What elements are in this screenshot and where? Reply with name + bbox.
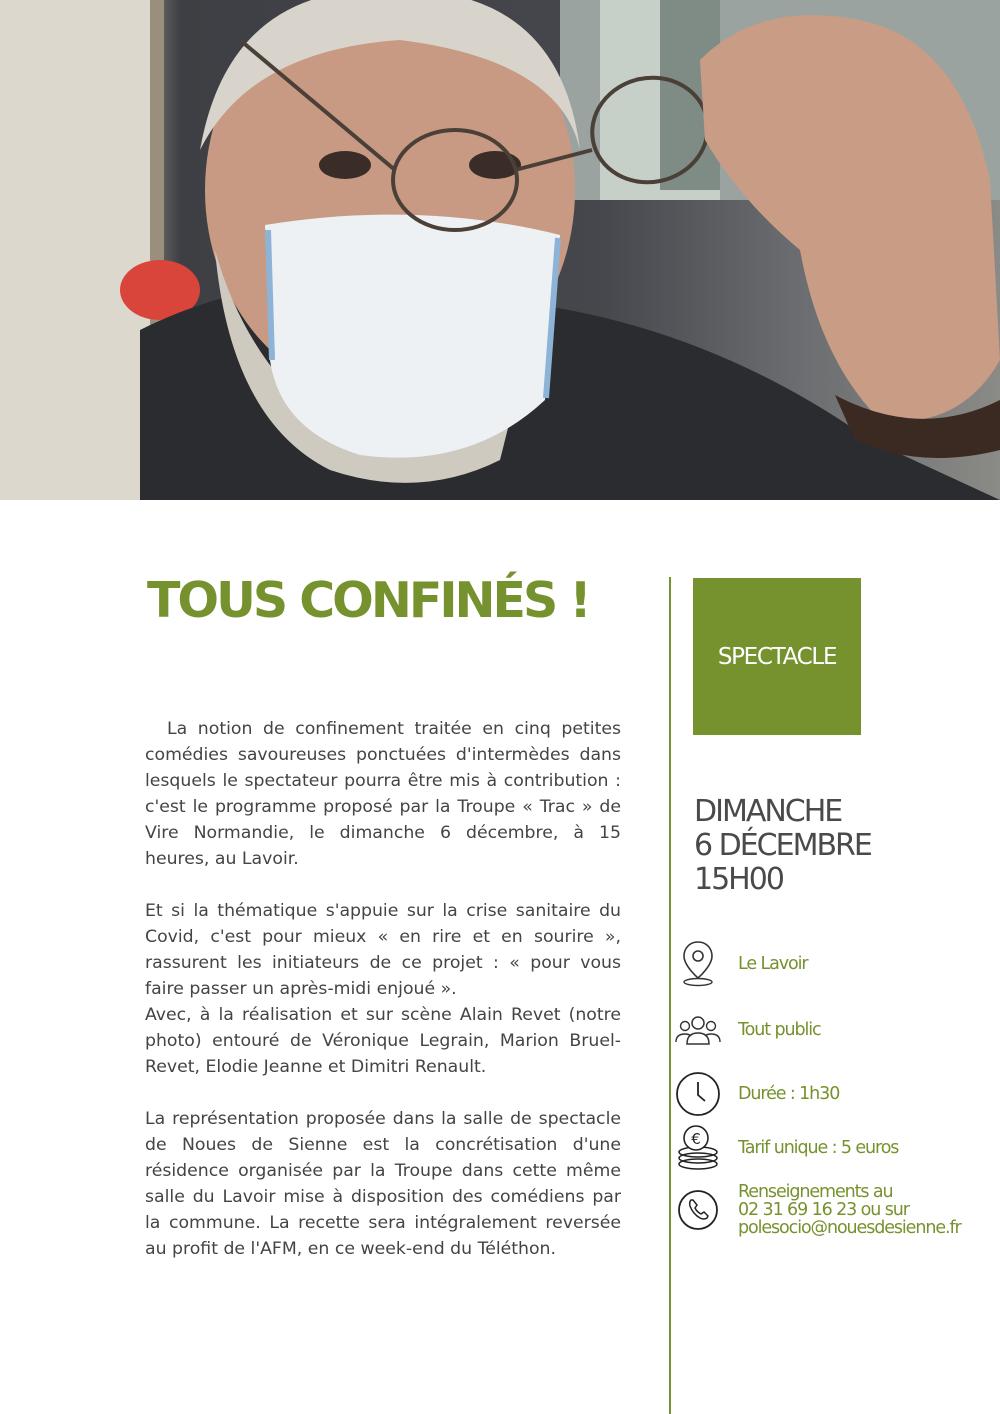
contact-line-1: Renseignements au (738, 1182, 893, 1202)
clock-icon (674, 1070, 722, 1118)
contact-text (738, 1183, 961, 1237)
location-text: Le Lavoir (738, 954, 808, 974)
audience-text: Tout public (738, 1020, 821, 1040)
vertical-divider (669, 577, 671, 1414)
duration-text: Durée : 1h30 (738, 1084, 840, 1104)
event-date (694, 795, 871, 897)
category-label: SPECTACLE (717, 643, 837, 670)
header-photo (0, 0, 1000, 500)
paragraph-3: Avec, à la réalisation et sur scène Alain Revet (notre photo) entouré de Véronique Legrain, Marion Bruel-Revet, Elodie Jeanne et Dimitri Renault. (145, 1005, 621, 1077)
info-audience (674, 1006, 821, 1054)
price-text: Tarif unique : 5 euros (738, 1138, 899, 1158)
euro-coins-icon (674, 1124, 722, 1172)
category-badge (693, 578, 861, 735)
phone-icon (674, 1186, 722, 1234)
page-title: TOUS CONFINÉS ! (147, 572, 589, 629)
event-day: DIMANCHE (694, 794, 842, 829)
svg-text:€: € (691, 1130, 701, 1148)
group-people-icon (674, 1006, 722, 1054)
contact-phone: 02 31 69 16 23 ou sur (738, 1200, 909, 1220)
event-date-text: 6 DÉCEMBRE (694, 828, 871, 863)
info-price (674, 1124, 898, 1172)
location-pin-icon (674, 940, 722, 988)
paragraph-4: La représentation proposée dans la salle de spectacle de Noues de Sienne est la concrétisation d'une résidence organisée par la Troupe dans cette même salle du Lavoir mise à disposition des comédiens par la commune. La recette sera intégralement reversée au profit de l'AFM, en ce week-end du Téléthon. (145, 1109, 621, 1259)
article-body (145, 716, 621, 1288)
info-contact (674, 1183, 961, 1237)
contact-email[interactable]: polesocio@nouesdesienne.fr (738, 1218, 961, 1238)
info-location (674, 940, 807, 988)
event-time: 15H00 (694, 862, 783, 897)
portrait-photo-icon (0, 0, 1000, 500)
paragraph-1: La notion de confinement traitée en cinq petites comédies savoureuses ponctuées d'intermèdes dans lesquels le spectateur pourra être mis à contribution : c'est le programme proposé par la Troupe « Trac » de Vire Normandie, le dimanche 6 décembre, à 15 heures, au Lavoir. (145, 719, 621, 869)
paragraph-2: Et si la thématique s'appuie sur la crise sanitaire du Covid, c'est pour mieux « en rire et en sourire », rassurent les initiateurs de ce projet : « pour vous faire passer un après-midi enjoué ». (145, 901, 621, 999)
info-duration (674, 1070, 839, 1118)
